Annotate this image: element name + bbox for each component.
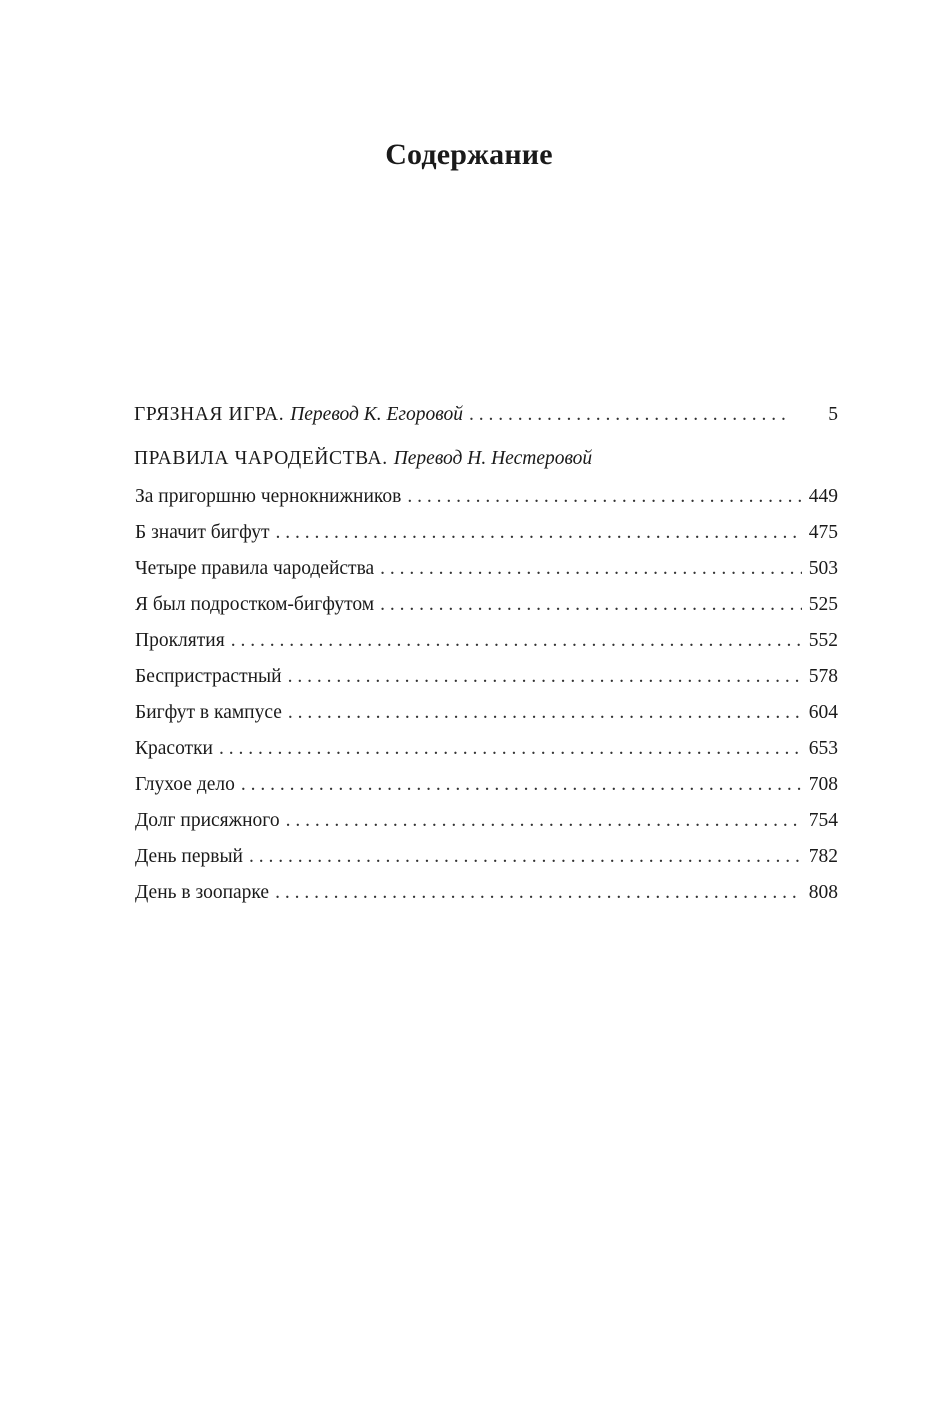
toc-entry	[134, 594, 838, 630]
toc-entry	[134, 486, 838, 522]
section-title: ПРАВИЛА ЧАРОДЕЙСТВА.	[134, 448, 388, 469]
page-number: 578	[808, 666, 838, 687]
page-number: 604	[808, 702, 838, 723]
section-title: ГРЯЗНАЯ ИГРА.	[134, 404, 285, 425]
page-number: 808	[808, 882, 838, 903]
entry-title: День первый	[135, 846, 243, 867]
page-number: 449	[808, 486, 838, 507]
page-number: 754	[808, 810, 838, 831]
toc-entry	[134, 846, 838, 882]
entry-title: Бигфут в кампусе	[135, 702, 282, 723]
entry-title: Долг присяжного	[135, 810, 280, 831]
entry-title: Проклятия	[135, 630, 225, 651]
page-number: 653	[808, 738, 838, 759]
entry-title: День в зоопарке	[135, 882, 270, 903]
toc-entry	[134, 702, 838, 738]
entry-title: Б значит бигфут	[135, 522, 270, 543]
entry-title: Красотки	[135, 738, 213, 759]
page-number: 5	[828, 404, 838, 425]
toc-entry	[134, 558, 838, 594]
translator-credit: Перевод К. Егоровой	[290, 404, 463, 425]
dot-leader	[219, 738, 802, 760]
dot-leader	[286, 810, 802, 832]
entry-title: Беспристрастный	[135, 666, 282, 687]
toc-entry	[134, 810, 838, 846]
toc-entry	[134, 738, 838, 774]
toc-entry-section	[134, 404, 838, 448]
translator-credit: Перевод Н. Нестеровой	[393, 448, 593, 469]
dot-leader	[288, 666, 802, 688]
entry-title: Глухое дело	[135, 774, 235, 795]
dot-leader	[249, 846, 802, 868]
toc-section-heading	[134, 448, 838, 486]
toc-entry	[134, 774, 838, 810]
page-number: 708	[808, 774, 838, 795]
page-title: Содержание	[385, 138, 553, 171]
dot-leader	[380, 558, 802, 580]
toc-entry	[134, 882, 838, 918]
page-number: 782	[808, 846, 838, 867]
page-number: 552	[808, 630, 838, 651]
toc-entry	[134, 630, 838, 666]
toc-entry	[134, 666, 838, 702]
dot-leader	[407, 486, 802, 508]
dot-leader	[275, 882, 802, 904]
page-number: 525	[808, 594, 838, 615]
page-number: 475	[808, 522, 838, 543]
dot-leader	[276, 522, 802, 544]
dot-leader	[380, 594, 802, 616]
dot-leader	[231, 630, 802, 652]
dot-leader	[288, 702, 802, 724]
page-number: 503	[808, 558, 838, 579]
entry-title: Я был подростком-бигфутом	[135, 594, 375, 615]
dot-leader	[469, 404, 786, 426]
entry-title: За пригоршню чернокнижников	[135, 486, 402, 507]
table-of-contents	[134, 404, 838, 918]
toc-entry	[134, 522, 838, 558]
dot-leader	[241, 774, 802, 796]
entry-title: Четыре правила чародейства	[135, 558, 375, 579]
